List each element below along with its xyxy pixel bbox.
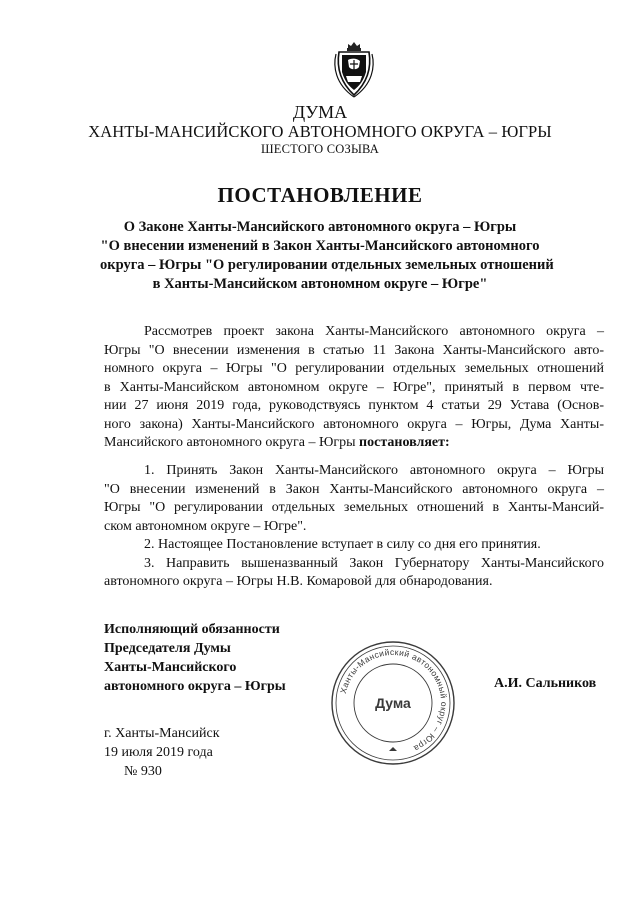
signature-position	[104, 620, 286, 696]
seal-center-text: Дума	[375, 695, 411, 711]
document-subject	[100, 218, 554, 294]
position-line: Ханты-Мансийского	[104, 660, 237, 675]
subject-line: в Ханты-Мансийском автономном округе – Югре"	[152, 276, 488, 292]
document-title: ПОСТАНОВЛЕНИЕ	[217, 183, 423, 207]
preamble-line: Югры "О внесении изменения в статью 11 Закона Ханты-Мансийского авто-	[104, 342, 604, 358]
decides-keyword: постановляет:	[359, 435, 450, 450]
preamble-line: нии 27 июня 2019 года, руководствуясь пунктом 4 статьи 29 Устава (Основ-	[104, 398, 604, 413]
place-of-adoption: г. Ханты-Мансийск	[104, 726, 220, 741]
okrug-heading: ХАНТЫ-МАНСИЙСКОГО АВТОНОМНОГО ОКРУГА – ЮГРЫ	[88, 122, 552, 141]
seal-ring-text: Ханты-Мансийский автономный округ – Югра	[337, 646, 450, 754]
preamble-paragraph	[104, 323, 604, 453]
signer-name: А.И. Сальников	[494, 676, 597, 691]
date-of-adoption: 19 июля 2019 года	[104, 745, 213, 760]
position-line: Председателя Думы	[104, 641, 231, 656]
position-line: Исполняющий обязанности	[104, 622, 280, 637]
item-3-line: 3. Направить вышеназванный Закон Губернатору Ханты-Мансийского	[144, 555, 604, 571]
item-1-line: ском автономном округе – Югре".	[104, 518, 307, 534]
position-line: автономного округа – Югры	[104, 679, 286, 694]
item-1-line: Югры "О регулировании отдельных земельных отношений в Ханты-Мансий-	[104, 500, 604, 515]
item-1-line: "О внесении изменений в Закон Ханты-Мансийского автономного округа –	[104, 481, 604, 497]
resolution-items	[104, 462, 604, 592]
item-3-line: автономного округа – Югры Н.В. Комаровой для обнародования.	[104, 574, 493, 589]
duma-heading: ДУМА	[292, 102, 348, 122]
subject-line: О Законе Ханты-Мансийского автономного округа – Югры	[123, 219, 517, 235]
convocation-heading: ШЕСТОГО СОЗЫВА	[260, 142, 380, 156]
preamble-line: номного округа – Югры "О регулировании отдельных земельных отношений	[104, 361, 604, 376]
document-number: № 930	[124, 764, 162, 779]
document-footer	[104, 724, 220, 781]
subject-line: округа – Югры "О регулировании отдельных земельных отношений	[100, 257, 554, 273]
preamble-line: в Ханты-Мансийском автономном округе – Югре", принятый в первом чте-	[104, 379, 604, 395]
item-2-line: 2. Настоящее Постановление вступает в силу со дня его принятия.	[144, 537, 541, 552]
preamble-last-line	[104, 434, 604, 453]
official-seal-stamp	[328, 638, 458, 768]
subject-line: "О внесении изменений в Закон Ханты-Мансийского автономного	[100, 238, 540, 254]
coat-of-arms-emblem	[330, 40, 378, 98]
preamble-line: Мансийского автономного округа – Югры	[104, 435, 356, 450]
preamble-line: Рассмотрев проект закона Ханты-Мансийского автономного округа –	[144, 324, 604, 339]
item-1-line: 1. Принять Закон Ханты-Мансийского автономного округа – Югры	[144, 463, 604, 478]
preamble-line: ного закона) Ханты-Мансийского автономного округа – Югры, Дума Ханты-	[104, 416, 604, 432]
